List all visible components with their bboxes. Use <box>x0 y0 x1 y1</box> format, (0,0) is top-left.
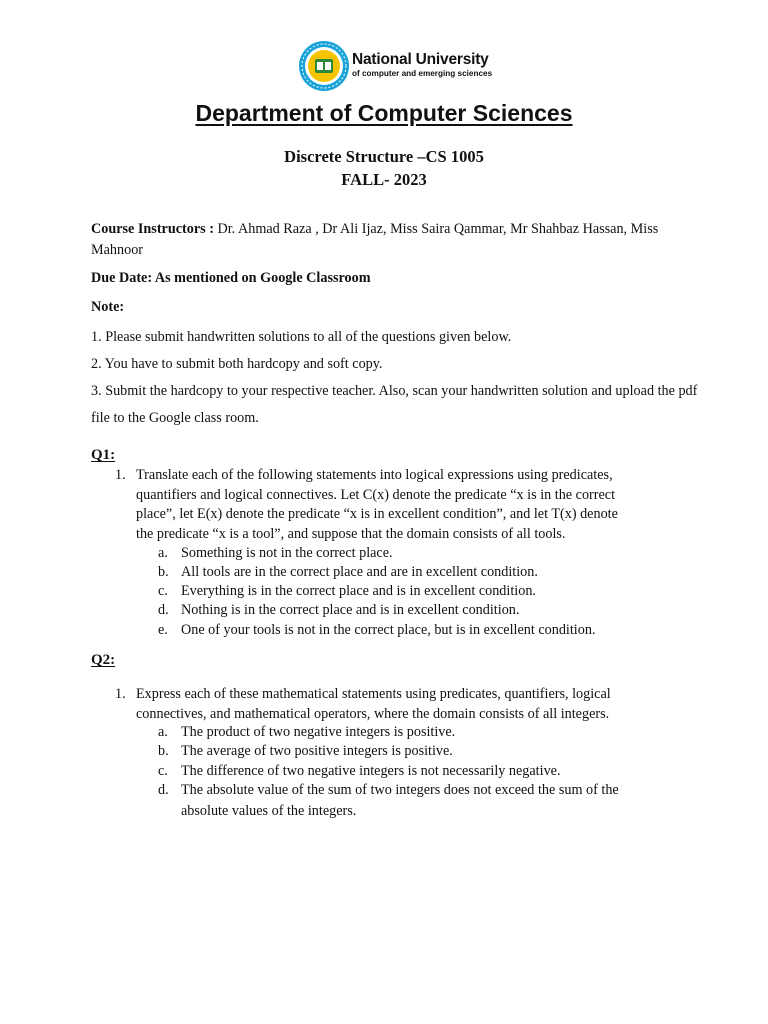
due-date: Due Date: As mentioned on Google Classroom <box>91 270 371 286</box>
q2-sub-letter: d. <box>158 782 169 798</box>
note-label: Note: <box>91 299 125 315</box>
q2-sub-letter: b. <box>158 743 169 759</box>
q1-sub-item: Nothing is in the correct place and is in excellent condition. <box>181 602 520 618</box>
q1-sub-letter: d. <box>158 602 169 618</box>
q2-heading: Q2: <box>91 652 116 668</box>
q1-sub-item: Something is not in the correct place. <box>181 545 393 561</box>
q2-sub-item: The average of two positive integers is positive. <box>181 743 453 759</box>
q1-sub-item: One of your tools is not in the correct place, but is in excellent condition. <box>181 622 596 638</box>
q2-text-line: connectives, and mathematical operators, where the domain consists of all integers. <box>136 706 610 722</box>
q1-sub-item: Everything is in the correct place and is in excellent condition. <box>181 583 536 599</box>
q1-text-line: Translate each of the following statements into logical expressions using predicates, <box>136 467 613 483</box>
instructors-line <box>91 221 658 238</box>
q1-text-line: place”, let E(x) denote the predicate “x is in excellent condition”, and let T(x) denote <box>136 506 618 522</box>
q2-sub-item: The product of two negative integers is positive. <box>181 724 456 740</box>
q1-item-number: 1. <box>115 467 126 483</box>
university-seal-icon <box>298 40 350 92</box>
q2-sub-item: The absolute value of the sum of two integers does not exceed the sum of the <box>181 782 619 798</box>
course-title: Discrete Structure –CS 1005 <box>284 147 484 166</box>
university-name: National University <box>352 51 489 68</box>
department-title: Department of Computer Sciences <box>195 100 573 126</box>
q2-sub-item-continuation: absolute values of the integers. <box>181 803 357 819</box>
instructors-line-2: Mahnoor <box>91 242 144 258</box>
q2-sub-letter: a. <box>158 724 168 740</box>
q1-sub-letter: b. <box>158 564 169 580</box>
university-subtitle: of computer and emerging sciences <box>352 69 493 78</box>
q1-sub-item: All tools are in the correct place and are in excellent condition. <box>181 564 538 580</box>
instructors-names: Dr. Ahmad Raza , Dr Ali Ijaz, Miss Saira Qammar, Mr Shahbaz Hassan, Miss <box>213 221 659 237</box>
q2-item-number: 1. <box>115 686 126 702</box>
q1-heading: Q1: <box>91 447 116 463</box>
note-item: 1. Please submit handwritten solutions to all of the questions given below. <box>91 329 512 345</box>
q2-sub-item: The difference of two negative integers is not necessarily negative. <box>181 763 561 779</box>
q2-sub-letter: c. <box>158 763 168 779</box>
q1-text-line: the predicate “x is a tool”, and suppose that the domain consists of all tools. <box>136 526 566 542</box>
term: FALL- 2023 <box>341 170 427 189</box>
note-item: 2. You have to submit both hardcopy and soft copy. <box>91 356 383 372</box>
note-item: file to the Google class room. <box>91 410 259 426</box>
q1-sub-letter: c. <box>158 583 168 599</box>
q2-text-line: Express each of these mathematical statements using predicates, quantifiers, logical <box>136 686 611 702</box>
note-item: 3. Submit the hardcopy to your respective teacher. Also, scan your handwritten solution and upload the pdf <box>91 383 698 399</box>
q1-sub-letter: e. <box>158 622 168 638</box>
instructors-label: Course Instructors : <box>91 221 214 237</box>
q1-text-line: quantifiers and logical connectives. Let C(x) denote the predicate “x is in the correct <box>136 487 616 503</box>
university-logo <box>298 40 508 92</box>
q1-sub-letter: a. <box>158 545 168 561</box>
